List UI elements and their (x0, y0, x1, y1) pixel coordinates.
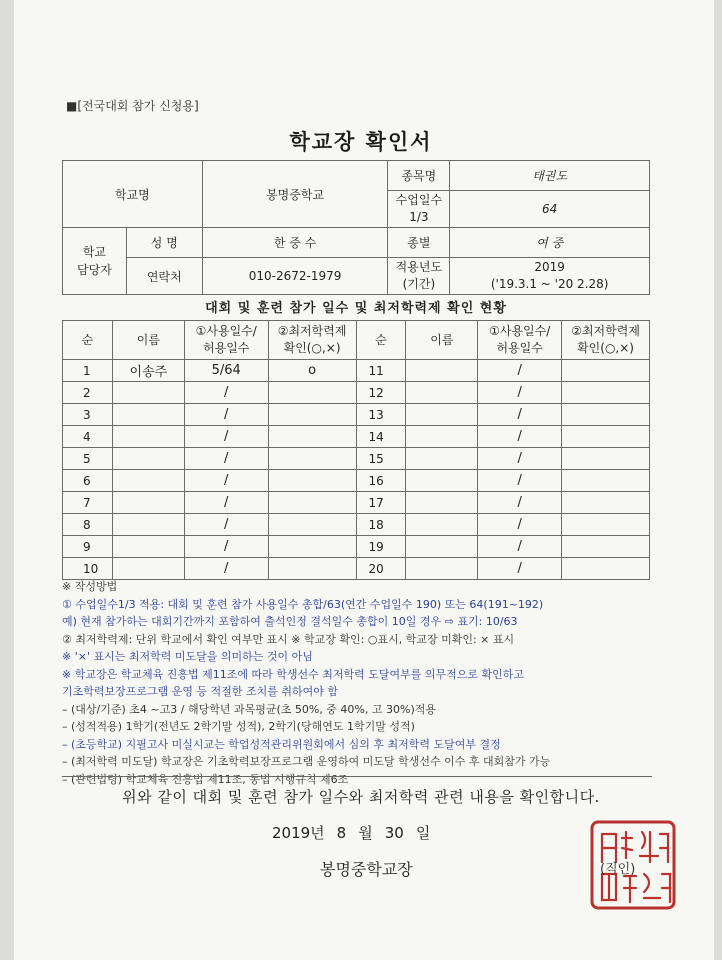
form-tag: ■[전국대회 참가 신청용] (66, 99, 199, 113)
instruction-line: – (관련법령) 학교체육 진흥법 제11조, 동법 시행규칙 제6조 (62, 772, 349, 786)
row-days: / (184, 404, 268, 426)
row-min (268, 558, 356, 580)
row-name (406, 492, 478, 514)
row-min (562, 404, 650, 426)
row-name (112, 382, 184, 404)
header-min: ②최저학력제 확인(○,×) (268, 321, 356, 360)
info-table (62, 160, 650, 295)
seal-text: (직인) (600, 862, 636, 877)
instruction-line: 기초학력보장프로그램 운영 등 적절한 조치를 취하여야 함 (62, 685, 339, 698)
page-title: 학교장 확인서 (289, 130, 433, 154)
row-name (112, 470, 184, 492)
row-min (268, 404, 356, 426)
table-row (63, 536, 650, 558)
row-no: 7 (63, 492, 113, 514)
row-no: 13 (356, 404, 406, 426)
table-row (63, 404, 650, 426)
row-days: / (184, 426, 268, 448)
row-no: 6 (63, 470, 113, 492)
row-no: 2 (63, 382, 113, 404)
row-min: o (268, 360, 356, 382)
row-no: 8 (63, 514, 113, 536)
instruction-line: – (성적적용) 1학기(전년도 2학기말 성적), 2학기(당해연도 1학기말 성적) (62, 720, 415, 733)
days-label: 수업일수 1/3 (388, 191, 450, 228)
instruction-line: ① 수업일수1/3 적용: 대회 및 훈련 참가 사용일수 총합/63(연간 수업일수 190) 또는 64(191~192) (62, 597, 544, 611)
row-name (112, 558, 184, 580)
school-label: 학교명 (63, 161, 203, 228)
row-days: / (184, 514, 268, 536)
row-days: / (478, 382, 562, 404)
row-days: / (478, 448, 562, 470)
row-name (406, 514, 478, 536)
row-days: / (478, 492, 562, 514)
table-row (63, 426, 650, 448)
row-days: / (184, 536, 268, 558)
row-days: / (478, 558, 562, 580)
row-no: 10 (63, 558, 113, 580)
year-value: 2019 ('19.3.1 ~ '20 2.28) (450, 258, 650, 295)
row-no: 9 (63, 536, 113, 558)
principal-name: 봉명중학교장 (320, 860, 413, 879)
event-label: 종목명 (388, 161, 450, 191)
instruction-line: – (대상/기준) 초4 ~고3 / 해당학년 과목평균(초 50%, 중 40%, 고 30%)적용 (62, 702, 436, 716)
confirmation-text: 위와 같이 대회 및 훈련 참가 일수와 최저학력 관련 내용을 확인합니다. (122, 788, 600, 806)
row-min (268, 514, 356, 536)
row-name (112, 404, 184, 426)
row-days: / (184, 492, 268, 514)
header-days: ①사용일수/ 허용일수 (184, 321, 268, 360)
instruction-line: ※ '×' 표시는 최저학력 미도달을 의미하는 것이 아님 (62, 650, 313, 663)
instruction-line: ※ 작성방법 (62, 580, 118, 593)
row-min (268, 382, 356, 404)
row-min (562, 536, 650, 558)
row-name: 이송주 (112, 360, 184, 382)
days-value: 64 (450, 191, 650, 228)
row-no: 19 (356, 536, 406, 558)
row-no: 18 (356, 514, 406, 536)
row-min (562, 382, 650, 404)
school-value: 봉명중학교 (202, 161, 388, 228)
gender-value: 여 중 (450, 228, 650, 258)
row-days: / (478, 470, 562, 492)
row-min (268, 536, 356, 558)
row-no: 11 (356, 360, 406, 382)
instruction-line: – (최저학력 미도달) 학교장은 기초학력보장프로그램 운영하여 미도달 학생선수 이수 후 대회참가 가능 (62, 755, 551, 768)
table-row (63, 514, 650, 536)
row-min (268, 448, 356, 470)
row-days: / (478, 514, 562, 536)
header-min: ②최저학력제 확인(○,×) (562, 321, 650, 360)
manager-label: 학교 담당자 (63, 228, 127, 295)
row-no: 4 (63, 426, 113, 448)
contact-label: 연락처 (126, 258, 202, 295)
row-name (112, 448, 184, 470)
row-days: / (184, 558, 268, 580)
row-days: / (478, 360, 562, 382)
row-days: / (478, 426, 562, 448)
table-row (63, 360, 650, 382)
table-subtitle: 대회 및 훈련 참가 일수 및 최저학력제 확인 현황 (205, 301, 507, 316)
issue-date: 2019년 8 월 30 일 (272, 824, 431, 842)
row-no: 16 (356, 470, 406, 492)
row-days: / (184, 382, 268, 404)
row-name (406, 360, 478, 382)
contact-value: 010-2672-1979 (202, 258, 388, 295)
row-min (562, 558, 650, 580)
row-no: 3 (63, 404, 113, 426)
row-min (562, 360, 650, 382)
row-name (406, 536, 478, 558)
instruction-line: ② 최저학력제: 단위 학교에서 확인 여부만 표시 ※ 학교장 확인: ○표시, 학교장 미확인: × 표시 (62, 632, 515, 646)
participation-table (62, 320, 650, 580)
table-row (63, 492, 650, 514)
instruction-line: 예) 현재 참가하는 대회기간까지 포함하여 출석인정 결석일수 총합이 10일 경우 ⇨ 표기: 10/63 (62, 615, 518, 628)
row-no: 17 (356, 492, 406, 514)
row-name (406, 448, 478, 470)
row-name (112, 536, 184, 558)
row-min (268, 492, 356, 514)
row-min (562, 426, 650, 448)
gender-label: 종별 (388, 228, 450, 258)
row-days: / (478, 536, 562, 558)
year-label: 적용년도 (기간) (388, 258, 450, 295)
row-days: 5/64 (184, 360, 268, 382)
table-header-row (63, 321, 650, 360)
row-min (562, 470, 650, 492)
row-min (268, 426, 356, 448)
row-days: / (478, 404, 562, 426)
row-no: 14 (356, 426, 406, 448)
row-name (112, 426, 184, 448)
table-row (63, 448, 650, 470)
row-no: 5 (63, 448, 113, 470)
table-row (63, 470, 650, 492)
row-name (406, 382, 478, 404)
row-name (406, 426, 478, 448)
table-row (63, 382, 650, 404)
row-min (562, 448, 650, 470)
name-label: 성 명 (126, 228, 202, 258)
row-days: / (184, 470, 268, 492)
header-no: 순 (356, 321, 406, 360)
header-name: 이름 (406, 321, 478, 360)
row-no: 12 (356, 382, 406, 404)
writing-instructions (62, 578, 662, 788)
instruction-line: – (초등학교) 지필고사 미실시교는 학업성적관리위원회에서 심의 후 최저학력 도달여부 결정 (62, 737, 501, 751)
table-row (63, 558, 650, 580)
row-name (406, 558, 478, 580)
row-min (268, 470, 356, 492)
header-days: ①사용일수/ 허용일수 (478, 321, 562, 360)
row-no: 20 (356, 558, 406, 580)
row-name (406, 470, 478, 492)
divider (62, 776, 652, 777)
row-name (112, 492, 184, 514)
row-min (562, 514, 650, 536)
header-no: 순 (63, 321, 113, 360)
row-days: / (184, 448, 268, 470)
name-value: 한 중 수 (202, 228, 388, 258)
header-name: 이름 (112, 321, 184, 360)
event-value: 태권도 (450, 161, 650, 191)
row-no: 15 (356, 448, 406, 470)
row-name (406, 404, 478, 426)
row-name (112, 514, 184, 536)
instruction-line: ※ 학교장은 학교체육 진흥법 제11조에 따라 학생선수 최저학력 도달여부를 의무적으로 확인하고 (62, 667, 524, 681)
row-min (562, 492, 650, 514)
row-no: 1 (63, 360, 113, 382)
